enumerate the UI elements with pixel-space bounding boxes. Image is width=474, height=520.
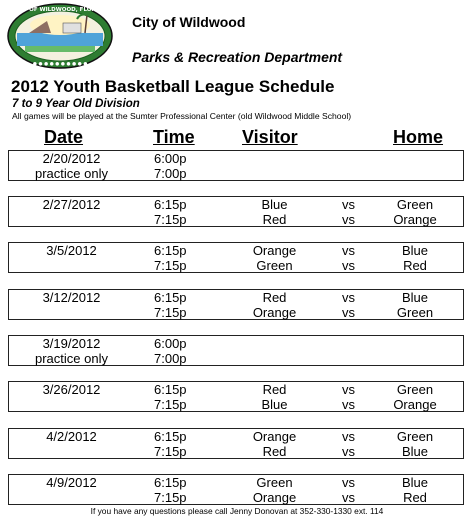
division-subtitle: 7 to 9 Year Old Division xyxy=(12,98,140,110)
versus-label: vs xyxy=(342,490,355,505)
svg-text:CITY OF WILDWOOD, FLORIDA: CITY OF WILDWOOD, FLORIDA xyxy=(13,7,107,13)
visitor-team: Red xyxy=(262,290,287,305)
versus-label: vs xyxy=(342,258,355,273)
game-time: 6:15p xyxy=(154,475,187,490)
visitor-team: Orange xyxy=(252,243,297,258)
schedule-week xyxy=(8,428,464,459)
home-team: Blue xyxy=(401,243,429,258)
week-date: 3/12/2012 xyxy=(42,290,101,305)
visitor-team: Red xyxy=(262,444,287,459)
home-team: Green xyxy=(396,197,434,212)
visitor-team: Green xyxy=(256,475,293,490)
home-team: Blue xyxy=(401,444,429,459)
week-date: 4/2/2012 xyxy=(46,429,97,444)
game-time: 7:15p xyxy=(154,397,187,412)
game-time: 6:00p xyxy=(154,336,187,351)
versus-label: vs xyxy=(342,212,355,227)
versus-label: vs xyxy=(342,429,355,444)
city-seal-logo xyxy=(7,3,113,69)
versus-label: vs xyxy=(342,444,355,459)
versus-label: vs xyxy=(342,475,355,490)
home-team: Orange xyxy=(393,397,437,412)
game-time: 6:15p xyxy=(154,243,187,258)
org-name: City of Wildwood xyxy=(132,14,246,30)
game-time: 7:15p xyxy=(154,490,187,505)
visitor-team: Orange xyxy=(252,490,297,505)
home-team: Green xyxy=(396,305,434,320)
game-time: 7:15p xyxy=(154,212,187,227)
versus-label: vs xyxy=(342,290,355,305)
week-date: 2/27/2012 xyxy=(42,197,101,212)
home-team: Green xyxy=(396,429,434,444)
home-team: Green xyxy=(396,382,434,397)
versus-label: vs xyxy=(342,382,355,397)
schedule-week xyxy=(8,335,464,366)
home-team: Red xyxy=(403,490,427,505)
versus-label: vs xyxy=(342,197,355,212)
schedule-week xyxy=(8,242,464,273)
visitor-team: Blue xyxy=(261,197,288,212)
column-header-time: Time xyxy=(153,127,195,147)
game-time: 7:15p xyxy=(154,444,187,459)
versus-label: vs xyxy=(342,305,355,320)
schedule-week xyxy=(8,150,464,181)
home-team: Blue xyxy=(401,475,429,490)
department-name: Parks & Recreation Department xyxy=(132,49,343,65)
game-time: 7:00p xyxy=(154,166,187,181)
schedule-week xyxy=(8,196,464,227)
column-header-home: Home xyxy=(393,127,444,147)
game-time: 7:00p xyxy=(154,351,187,366)
column-header-visitor: Visitor xyxy=(242,127,298,147)
page-title: 2012 Youth Basketball League Schedule xyxy=(11,77,335,96)
versus-label: vs xyxy=(342,397,355,412)
week-date: 3/26/2012 xyxy=(42,382,101,397)
week-date: 3/5/2012 xyxy=(46,243,97,258)
visitor-team: Orange xyxy=(252,305,297,320)
home-team: Blue xyxy=(401,290,429,305)
game-time: 6:00p xyxy=(154,151,187,166)
week-date: 4/9/2012 xyxy=(46,475,97,490)
visitor-team: Red xyxy=(262,212,287,227)
visitor-team: Green xyxy=(256,258,293,273)
home-team: Red xyxy=(403,258,427,273)
game-time: 6:15p xyxy=(154,429,187,444)
svg-text:● ● ● ● ● ● ● ● ● ●: ● ● ● ● ● ● ● ● ● ● xyxy=(32,62,88,67)
game-time: 6:15p xyxy=(154,382,187,397)
game-time: 6:15p xyxy=(154,290,187,305)
visitor-team: Blue xyxy=(261,397,288,412)
home-team: Orange xyxy=(393,212,437,227)
game-time: 6:15p xyxy=(154,197,187,212)
week-date-note: practice only xyxy=(35,351,108,366)
schedule-week xyxy=(8,381,464,412)
week-date: 2/20/2012 xyxy=(42,151,101,166)
game-time: 7:15p xyxy=(154,258,187,273)
contact-footer: If you have any questions please call Jenny Donovan at 352-330-1330 ext. 114 xyxy=(90,506,384,516)
versus-label: vs xyxy=(342,243,355,258)
column-header-date: Date xyxy=(44,127,84,147)
game-time: 7:15p xyxy=(154,305,187,320)
schedule-week xyxy=(8,289,464,320)
schedule-week xyxy=(8,474,464,505)
visitor-team: Orange xyxy=(252,429,297,444)
visitor-team: Red xyxy=(262,382,287,397)
week-date: 3/19/2012 xyxy=(42,336,101,351)
location-note: All games will be played at the Sumter Professional Center (old Wildwood Middle School) xyxy=(12,111,352,121)
week-date-note: practice only xyxy=(35,166,108,181)
